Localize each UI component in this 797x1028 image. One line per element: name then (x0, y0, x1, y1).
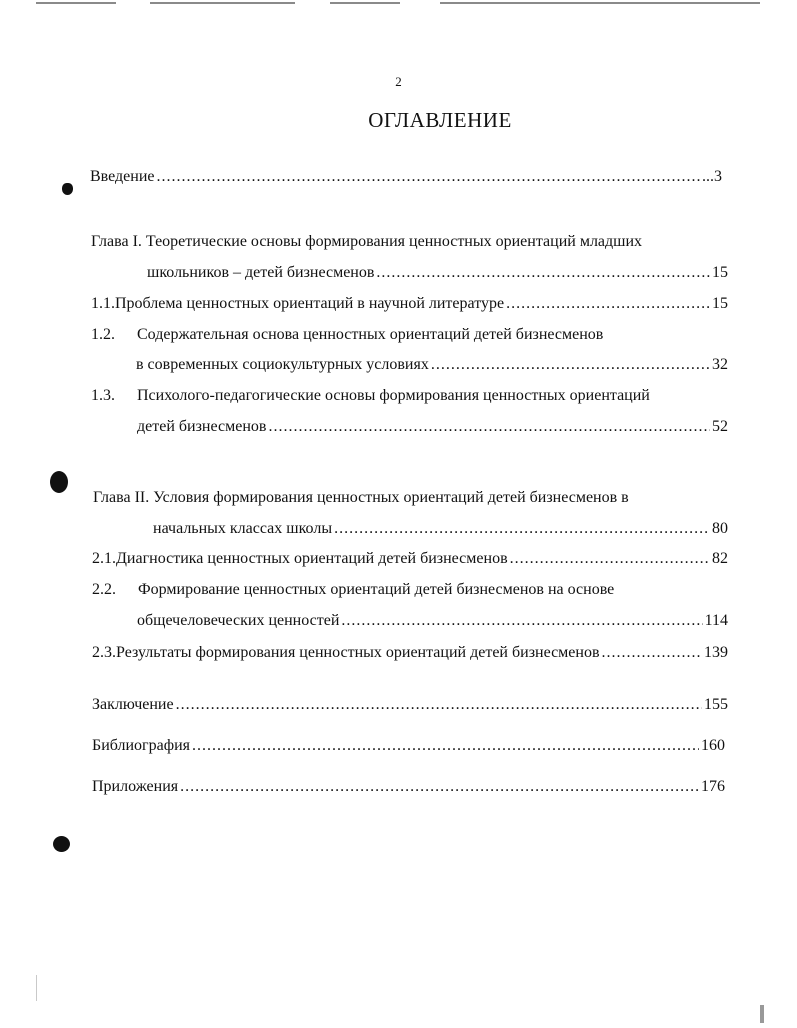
toc-entry-label: Формирование ценностных ориентаций детей бизнесменов на основе (138, 581, 615, 598)
toc-page-number: 15 (712, 295, 728, 312)
toc-page-number: 82 (712, 550, 728, 567)
toc-leader-dots (192, 737, 699, 755)
toc-leader-dots (431, 356, 710, 374)
toc-entry-label: Содержательная основа ценностных ориентаций детей бизнесменов (137, 326, 604, 343)
scan-edge-line (150, 2, 295, 4)
toc-section-1-3 (91, 387, 728, 405)
toc-entry-intro (90, 168, 722, 186)
page-title: ОГЛАВЛЕНИЕ (368, 108, 512, 132)
toc-leader-dots (157, 168, 701, 186)
toc-entry-label: Психолого-педагогические основы формирования ценностных ориентаций (137, 387, 650, 404)
toc-page-number: 114 (704, 612, 728, 629)
toc-entry-label: Приложения (92, 778, 179, 795)
toc-page-number: 155 (704, 696, 728, 713)
toc-entry-label: Проблема ценностных ориентаций в научной литературе (115, 295, 505, 312)
toc-page-number: 52 (712, 418, 728, 435)
punch-hole-mark (53, 836, 70, 852)
toc-page-number: 15 (712, 264, 728, 281)
toc-section-1-3-continuation (137, 418, 728, 436)
toc-leader-dots (176, 696, 702, 714)
scan-edge-line (36, 975, 37, 1001)
toc-entry-appendices (92, 778, 725, 796)
scan-edge-line (440, 2, 760, 4)
toc-entry-label: общечеловеческих ценностей (137, 612, 340, 629)
toc-leader-dots (506, 295, 710, 313)
toc-entry-label: Диагностика ценностных ориентаций детей бизнесменов (116, 550, 508, 567)
toc-page-number: 32 (712, 356, 728, 373)
toc-leader-dots (341, 612, 702, 630)
toc-leader-dots (334, 520, 710, 538)
toc-entry-conclusion (92, 696, 728, 714)
toc-entry-label: Заключение (92, 696, 174, 713)
toc-section-1-2-continuation (136, 356, 728, 374)
toc-section-number: 2.2. (92, 581, 116, 598)
toc-chapter2-continuation (153, 520, 728, 538)
toc-entry-label: Введение (90, 168, 155, 185)
toc-section-number: 2.1. (92, 550, 116, 567)
toc-entry-bibliography (92, 737, 725, 755)
toc-page-number: ...3 (702, 168, 722, 185)
toc-page-number: 176 (701, 778, 725, 795)
toc-section-number: 2.3. (92, 644, 116, 661)
toc-section-number: 1.2. (91, 326, 115, 343)
toc-chapter1-continuation (147, 264, 728, 282)
toc-section-2-1 (92, 550, 728, 568)
toc-page-number: 160 (701, 737, 725, 754)
toc-leader-dots (510, 550, 710, 568)
toc-page-number: 139 (704, 644, 728, 661)
scan-edge-line (36, 2, 116, 4)
page-number: 2 (395, 74, 402, 89)
toc-chapter2-heading: Глава II. Условия формирования ценностных ориентаций детей бизнесменов в (93, 489, 629, 506)
toc-section-number: 1.3. (91, 387, 115, 404)
scan-mark (760, 1005, 764, 1023)
toc-page-number: 80 (712, 520, 728, 537)
punch-hole-mark (50, 471, 68, 493)
toc-entry-label: начальных классах школы (153, 520, 333, 537)
scan-edge-line (330, 2, 400, 4)
toc-section-1-2 (91, 326, 728, 344)
toc-entry-label: Библиография (92, 737, 190, 754)
toc-section-2-3 (92, 644, 728, 662)
toc-leader-dots (376, 264, 710, 282)
toc-entry-label: школьников – детей бизнесменов (147, 264, 375, 281)
toc-leader-dots (268, 418, 710, 436)
toc-entry-label: детей бизнесменов (137, 418, 267, 435)
toc-section-2-2-continuation (137, 612, 728, 630)
toc-section-2-2 (92, 581, 728, 599)
toc-leader-dots (180, 778, 699, 796)
toc-entry-label: в современных социокультурных условиях (136, 356, 429, 373)
toc-entry-label: Результаты формирования ценностных ориентаций детей бизнесменов (116, 644, 600, 661)
toc-section-number: 1.1. (91, 295, 115, 312)
toc-chapter1-heading: Глава I. Теоретические основы формирования ценностных ориентаций младших (91, 233, 643, 250)
toc-leader-dots (602, 644, 702, 662)
toc-section-1-1 (91, 295, 728, 313)
punch-hole-mark (62, 183, 73, 195)
